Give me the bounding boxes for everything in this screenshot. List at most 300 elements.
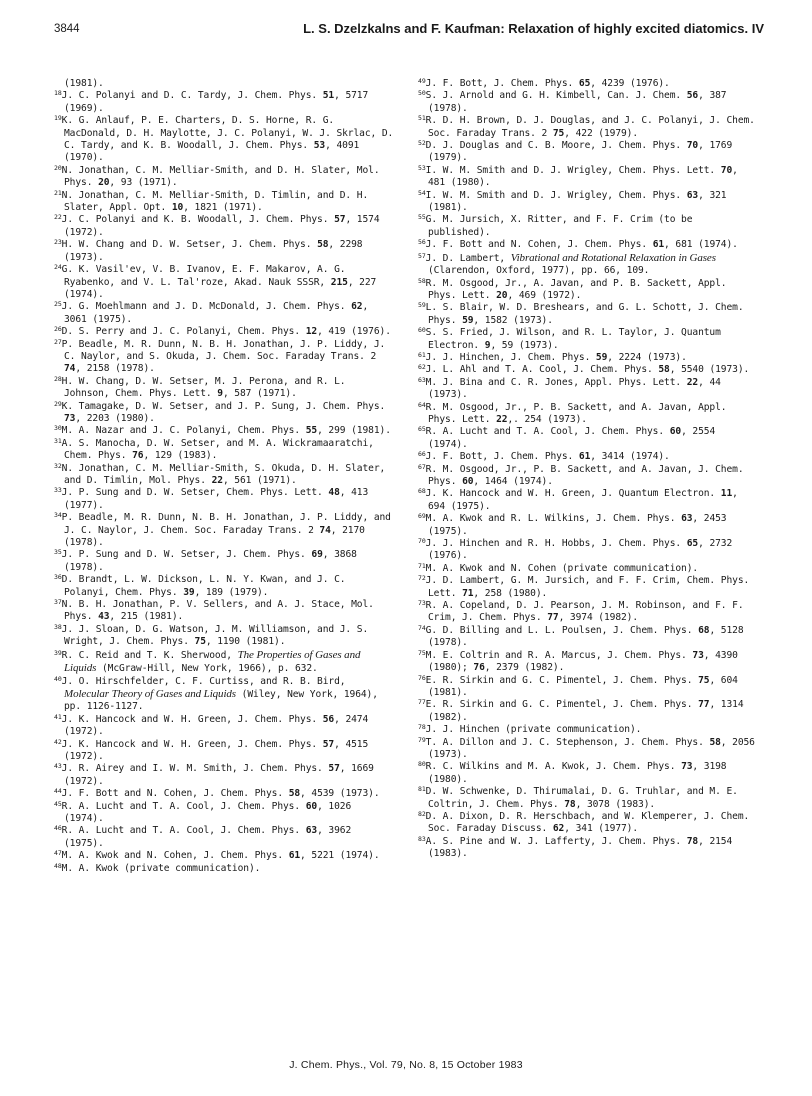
reference-text: , 321 (1981). bbox=[428, 189, 727, 214]
reference-entry bbox=[54, 549, 394, 574]
reference-text: , 299 (1981). bbox=[317, 425, 391, 437]
reference-number: 76 bbox=[418, 673, 426, 682]
reference-number: 64 bbox=[418, 400, 426, 409]
reference-number: 78 bbox=[418, 723, 426, 732]
reference-text: , 4091 (1970). bbox=[64, 140, 360, 164]
reference-text: , 189 (1979). bbox=[194, 586, 269, 598]
reference-text: , 4539 (1973). bbox=[300, 788, 380, 800]
volume-number: 76 bbox=[132, 450, 144, 462]
volume-number: 61 bbox=[288, 850, 301, 862]
reference-entry bbox=[418, 165, 758, 190]
reference-number: 23 bbox=[54, 238, 62, 247]
reference-text: J. F. Bott and N. Cohen, J. Chem. Phys. bbox=[61, 788, 289, 800]
reference-number: 38 bbox=[54, 622, 62, 631]
reference-number: 72 bbox=[418, 574, 426, 583]
reference-text: M. J. Bina and C. R. Jones, Appl. Phys. Lett. bbox=[425, 376, 687, 388]
book-title: Molecular Theory of Gases and Liquids bbox=[64, 687, 236, 700]
reference-number: 20 bbox=[54, 163, 62, 172]
reference-number: 37 bbox=[54, 598, 62, 607]
volume-number: 56 bbox=[686, 90, 699, 102]
volume-number: 75 bbox=[552, 127, 565, 139]
volume-number: 57 bbox=[328, 763, 340, 775]
volume-number: 78 bbox=[686, 835, 699, 847]
reference-number: 77 bbox=[418, 698, 426, 707]
reference-text: , 3974 (1982). bbox=[558, 612, 639, 624]
reference-entry bbox=[54, 763, 394, 788]
volume-number: 215 bbox=[330, 276, 348, 288]
reference-entry bbox=[418, 811, 758, 836]
reference-entry bbox=[54, 214, 394, 239]
volume-number: 71 bbox=[462, 587, 474, 599]
reference-number: 34 bbox=[54, 511, 62, 520]
reference-text: R. A. Lucht and T. A. Cool, J. Chem. Phys. bbox=[61, 800, 306, 812]
reference-entry bbox=[418, 575, 758, 600]
reference-text: , 2170 (1978). bbox=[64, 524, 365, 549]
reference-number: 70 bbox=[418, 537, 426, 546]
reference-entry bbox=[54, 425, 394, 437]
reference-text: , 2379 (1982). bbox=[484, 662, 565, 674]
reference-number: 79 bbox=[418, 735, 426, 744]
reference-number: 80 bbox=[418, 760, 426, 769]
volume-number: 58 bbox=[709, 736, 721, 748]
reference-entry bbox=[54, 90, 394, 115]
reference-entry bbox=[418, 563, 758, 575]
reference-number: 82 bbox=[418, 809, 426, 818]
reference-entry bbox=[418, 278, 758, 303]
reference-text: J. D. Lambert, bbox=[425, 252, 511, 264]
reference-number: 48 bbox=[54, 861, 62, 870]
reference-number: 71 bbox=[418, 561, 426, 570]
reference-text: R. D. H. Brown, D. J. Douglas, and J. C. Polanyi, J. Chem. Soc. Faraday Trans. 2 bbox=[425, 115, 755, 139]
reference-text: , 1582 (1973). bbox=[473, 314, 553, 326]
reference-entry bbox=[418, 402, 758, 427]
reference-entry bbox=[54, 264, 394, 301]
reference-entry bbox=[54, 239, 394, 264]
volume-number: 58 bbox=[288, 788, 301, 800]
reference-number: 29 bbox=[54, 399, 62, 408]
reference-text: , 3962 (1975). bbox=[64, 825, 352, 849]
volume-number: 73 bbox=[681, 761, 693, 773]
reference-text: , 2158 (1978). bbox=[75, 363, 155, 375]
reference-text: , 4515 (1972). bbox=[64, 738, 369, 762]
volume-number: 58 bbox=[317, 239, 329, 251]
reference-text: D. A. Dixon, D. R. Herschbach, and W. Klemperer, J. Chem. Soc. Faraday Discuss. bbox=[425, 810, 750, 835]
reference-text: R. C. Reid and T. K. Sherwood, bbox=[61, 649, 238, 661]
reference-text: , 227 (1974). bbox=[64, 276, 377, 300]
reference-text: , 5540 (1973). bbox=[669, 364, 750, 376]
reference-text: , 413 (1977). bbox=[64, 487, 369, 511]
volume-number: 62 bbox=[552, 823, 565, 835]
reference-entry bbox=[418, 426, 758, 451]
reference-text: J. P. Sung and D. W. Setser, Chem. Phys. Lett. bbox=[61, 487, 329, 499]
reference-number: 65 bbox=[418, 425, 426, 434]
reference-number: 58 bbox=[418, 276, 426, 285]
reference-entry bbox=[418, 600, 758, 625]
reference-entry bbox=[54, 463, 394, 488]
volume-number: 43 bbox=[98, 611, 110, 623]
reference-entry bbox=[418, 464, 758, 489]
reference-number: 32 bbox=[54, 461, 62, 470]
reference-entry bbox=[54, 574, 394, 599]
reference-continuation: (1981). bbox=[64, 78, 104, 89]
reference-number: 56 bbox=[418, 238, 426, 247]
reference-number: 33 bbox=[54, 486, 62, 495]
reference-text: (Wiley, New York, 1964), pp. 1126-1127. bbox=[64, 688, 378, 713]
volume-number: 20 bbox=[496, 289, 508, 301]
reference-entry bbox=[418, 190, 758, 215]
volume-number: 39 bbox=[183, 586, 195, 598]
reference-text: J. O. Hirschfelder, C. F. Curtiss, and R. B. Bird, bbox=[61, 675, 346, 687]
reference-number: 30 bbox=[54, 424, 62, 433]
reference-text: (McGraw-Hill, New York, 1966), p. 632. bbox=[96, 663, 318, 675]
reference-text: R. M. Osgood, Jr., P. B. Sackett, and A. Javan, Appl. Phys. Lett. bbox=[425, 401, 727, 425]
reference-number: 18 bbox=[54, 89, 62, 98]
volume-number: 51 bbox=[322, 90, 335, 102]
volume-number: 74 bbox=[64, 363, 76, 375]
reference-entry bbox=[54, 676, 394, 714]
reference-entry bbox=[54, 487, 394, 512]
volume-number: 63 bbox=[686, 189, 699, 201]
reference-text: J. F. Bott, J. Chem. Phys. bbox=[425, 451, 579, 463]
volume-number: 9 bbox=[484, 339, 491, 351]
reference-entry bbox=[418, 214, 758, 239]
reference-text: R. A. Lucht and T. A. Cool, J. Chem. Phys. bbox=[61, 825, 306, 837]
volume-number: 65 bbox=[686, 538, 699, 550]
reference-text: , 1821 (1971). bbox=[183, 202, 263, 214]
reference-text: M. A. Kwok and N. Cohen, J. Chem. Phys. bbox=[61, 850, 289, 862]
reference-entry bbox=[54, 850, 394, 862]
reference-entry bbox=[418, 538, 758, 563]
running-title: L. S. Dzelzkalns and F. Kaufman: Relaxation of highly excited diatomics. IV bbox=[303, 21, 764, 36]
reference-text: I. W. M. Smith and D. J. Wrigley, Chem. Phys. Lett. bbox=[425, 164, 721, 176]
book-title: The Properties of Gases and Liquids bbox=[64, 648, 361, 675]
reference-list-left-column bbox=[54, 78, 394, 875]
volume-number: 60 bbox=[305, 800, 318, 812]
reference-entry bbox=[418, 115, 758, 140]
volume-number: 63 bbox=[305, 825, 318, 837]
reference-number: 47 bbox=[54, 849, 62, 858]
reference-text: , 422 (1979). bbox=[564, 127, 639, 139]
volume-number: 77 bbox=[547, 612, 559, 624]
reference-text: J. D. Lambert, G. M. Jursich, and F. F. Crim, Chem. Phys. Lett. bbox=[425, 575, 750, 599]
reference-text: L. S. Blair, W. D. Breshears, and G. L. Schott, J. Chem. Phys. bbox=[425, 302, 744, 326]
reference-text: , 3198 (1980). bbox=[428, 761, 727, 785]
volume-number: 75 bbox=[194, 636, 206, 648]
volume-number: 74 bbox=[319, 524, 331, 536]
reference-text: D. W. Schwenke, D. Thirumalai, D. G. Truhlar, and M. E. Coltrin, J. Chem. Phys. bbox=[425, 786, 738, 810]
reference-entry bbox=[54, 301, 394, 326]
reference-entry bbox=[418, 761, 758, 786]
reference-entry bbox=[54, 165, 394, 190]
reference-text: R. M. Osgood, Jr., A. Javan, and P. B. Sackett, Appl. Phys. Lett. bbox=[425, 277, 727, 301]
reference-entry bbox=[54, 788, 394, 800]
volume-number: 22 bbox=[496, 413, 508, 425]
reference-text: (Clarendon, Oxford, 1977), pp. 66, 109. bbox=[428, 265, 650, 277]
reference-entry bbox=[418, 252, 758, 278]
reference-text: J. C. Polanyi and D. C. Tardy, J. Chem. Phys. bbox=[61, 90, 323, 102]
reference-number: 49 bbox=[418, 77, 426, 85]
reference-number: 73 bbox=[418, 599, 426, 608]
reference-text: , 3061 (1975). bbox=[64, 301, 369, 325]
reference-entry bbox=[54, 863, 394, 875]
reference-number: 24 bbox=[54, 263, 62, 272]
reference-entry bbox=[54, 401, 394, 426]
reference-text: , 4239 (1976). bbox=[590, 78, 670, 89]
page-number: 3844 bbox=[54, 23, 80, 35]
reference-text: I. W. M. Smith and D. J. Wrigley, Chem. Phys. bbox=[425, 189, 687, 201]
reference-text: G. M. Jursich, X. Ritter, and F. F. Crim (to be published). bbox=[425, 214, 693, 238]
volume-number: 9 bbox=[217, 388, 223, 400]
reference-text: M. A. Kwok (private communication). bbox=[61, 862, 261, 874]
reference-entry bbox=[54, 714, 394, 739]
reference-text: , 44 (1973). bbox=[428, 376, 721, 401]
volume-number: 12 bbox=[305, 326, 318, 338]
volume-number: 73 bbox=[64, 412, 76, 424]
volume-number: 22 bbox=[211, 475, 223, 486]
reference-text: S. S. Fried, J. Wilson, and R. L. Taylor, J. Quantum Electron. bbox=[425, 327, 721, 351]
reference-text: K. G. Anlauf, P. E. Charters, D. S. Horne, R. G. MacDonald, D. H. Maylotte, J. C. Polanyi, W. J. Skrlac, D. C. Tardy, and K. B. Woodall, J. Chem. Phys. bbox=[61, 115, 394, 152]
reference-text: , 694 (1975). bbox=[428, 488, 738, 512]
reference-text: J. P. Sung and D. W. Setser, J. Chem. Phys. bbox=[61, 549, 312, 561]
reference-text: P. Beadle, M. R. Dunn, N. B. H. Jonathan, J. P. Liddy, J. C. Naylor, and S. Okuda, J. Chem. Soc. Faraday Trans. 2 bbox=[61, 338, 386, 362]
reference-text: P. Beadle, M. R. Dunn, N. B. H. Jonathan, J. P. Liddy, and J. C. Naylor, J. Chem. Soc. Faraday Trans. 2 bbox=[61, 512, 391, 536]
reference-number: 31 bbox=[54, 436, 62, 445]
reference-entry bbox=[418, 327, 758, 352]
volume-number: 60 bbox=[669, 426, 682, 438]
reference-text: , 481 (1980). bbox=[428, 164, 738, 189]
reference-number: 59 bbox=[418, 301, 426, 310]
reference-text: R. A. Copeland, D. J. Pearson, J. M. Robinson, and F. F. Crim, J. Chem. Phys. bbox=[425, 600, 744, 624]
reference-text: , 2554 (1974). bbox=[428, 426, 716, 450]
reference-entry bbox=[418, 786, 758, 811]
reference-number: 62 bbox=[418, 363, 426, 372]
reference-number: 63 bbox=[418, 375, 426, 384]
reference-text: J. K. Hancock and W. H. Green, J. Chem. Phys. bbox=[61, 713, 323, 725]
reference-text: A. S. Manocha, D. W. Setser, and M. A. Wickramaaratchi, Chem. Phys. bbox=[61, 437, 374, 462]
reference-text: E. R. Sirkin and G. C. Pimentel, J. Chem. Phys. bbox=[425, 674, 699, 686]
volume-number: 48 bbox=[328, 487, 340, 499]
reference-entry bbox=[418, 239, 758, 251]
reference-text: K. Tamagake, D. W. Setser, and J. P. Sung, J. Chem. Phys. bbox=[61, 400, 386, 412]
reference-text: N. Jonathan, C. M. Melliar-Smith, and D. H. Slater, Mol. Phys. bbox=[61, 164, 380, 189]
reference-entry bbox=[418, 625, 758, 650]
reference-text: M. A. Nazar and J. C. Polanyi, Chem. Phys. bbox=[61, 425, 306, 437]
reference-list-right-column bbox=[418, 78, 758, 861]
reference-text: , 3868 (1978). bbox=[64, 549, 357, 573]
reference-entry bbox=[54, 326, 394, 338]
volume-number: 76 bbox=[473, 662, 485, 674]
reference-text: S. J. Arnold and G. H. Kimbell, Can. J. Chem. bbox=[425, 90, 687, 102]
reference-entry bbox=[418, 836, 758, 861]
reference-number: 55 bbox=[418, 213, 426, 222]
volume-number: 75 bbox=[698, 674, 710, 686]
reference-number: 36 bbox=[54, 573, 62, 582]
reference-text: R. C. Wilkins and M. A. Kwok, J. Chem. Phys. bbox=[425, 761, 682, 773]
reference-number: 50 bbox=[418, 89, 426, 98]
page-header bbox=[54, 21, 764, 45]
volume-number: 22 bbox=[686, 376, 699, 388]
reference-text: H. W. Chang, D. W. Setser, M. J. Perona, and R. L. Johnson, Chem. Phys. Lett. bbox=[61, 375, 346, 400]
reference-text: , 3078 (1983). bbox=[575, 798, 656, 810]
reference-entry bbox=[418, 699, 758, 724]
reference-text: A. S. Pine and W. J. Lafferty, J. Chem. Phys. bbox=[425, 835, 687, 847]
volume-number: 61 bbox=[652, 239, 665, 251]
volume-number: 55 bbox=[305, 425, 318, 437]
reference-entry bbox=[54, 190, 394, 215]
reference-text: , 215 (1981). bbox=[109, 611, 184, 623]
reference-text: N. B. H. Jonathan, P. V. Sellers, and A. J. Stace, Mol. Phys. bbox=[61, 599, 374, 623]
reference-text: M. A. Kwok and N. Cohen (private communication). bbox=[425, 562, 699, 574]
reference-number: 27 bbox=[54, 337, 62, 346]
reference-number: 39 bbox=[54, 648, 62, 657]
reference-text: , 5128 (1978). bbox=[428, 624, 744, 649]
volume-number: 63 bbox=[681, 513, 693, 525]
reference-number: 66 bbox=[418, 450, 426, 459]
reference-number: 67 bbox=[418, 462, 426, 471]
reference-text: D. J. Douglas and C. B. Moore, J. Chem. Phys. bbox=[425, 140, 687, 152]
reference-text: , 341 (1977). bbox=[564, 823, 639, 835]
volume-number: 65 bbox=[578, 78, 591, 89]
reference-text: N. Jonathan, C. M. Melliar-Smith, D. Timlin, and D. H. Slater, Appl. Opt. bbox=[61, 189, 369, 214]
reference-text: N. Jonathan, C. M. Melliar-Smith, S. Okuda, D. H. Slater, and D. Timlin, Mol. Phys. bbox=[61, 462, 386, 486]
reference-number: 42 bbox=[54, 737, 62, 746]
reference-number: 44 bbox=[54, 787, 62, 796]
reference-number: 51 bbox=[418, 114, 426, 123]
reference-text: , 681 (1974). bbox=[664, 239, 738, 251]
reference-number: 26 bbox=[54, 325, 62, 334]
reference-text: J. J. Hinchen, J. Chem. Phys. bbox=[425, 351, 596, 363]
reference-entry bbox=[54, 376, 394, 401]
reference-text: J. J. Hinchen (private communication). bbox=[425, 724, 642, 736]
reference-entry bbox=[54, 115, 394, 165]
reference-entry bbox=[54, 599, 394, 624]
reference-text: , 1574 (1972). bbox=[64, 214, 380, 238]
reference-text: , 2453 (1975). bbox=[428, 513, 727, 537]
reference-text: , 1769 (1979). bbox=[428, 140, 733, 164]
reference-text: J. J. Hinchen and R. H. Hobbs, J. Chem. Phys. bbox=[425, 538, 687, 550]
reference-text: R. M. Osgood, Jr., P. B. Sackett, and A. Javan, J. Chem. Phys. bbox=[425, 463, 744, 487]
reference-text: , 2298 (1973). bbox=[64, 239, 363, 263]
reference-text: , 5221 (1974). bbox=[300, 850, 380, 862]
book-title: Vibrational and Rotational Relaxation in Gases bbox=[510, 251, 716, 264]
reference-entry bbox=[418, 675, 758, 700]
volume-number: 60 bbox=[462, 476, 474, 487]
reference-text: J. J. Sloan, D. G. Watson, J. M. Williamson, and J. S. Wright, J. Chem. Phys. bbox=[61, 623, 369, 648]
reference-entry bbox=[54, 825, 394, 850]
reference-text: , 59 (1973). bbox=[490, 339, 559, 351]
reference-text: , 2474 (1972). bbox=[64, 713, 369, 738]
reference-text: , 1314 (1982). bbox=[428, 699, 744, 723]
volume-number: 69 bbox=[311, 549, 323, 561]
reference-text: J. C. Polanyi and K. B. Woodall, J. Chem. Phys. bbox=[61, 214, 335, 226]
journal-footer: J. Chem. Phys., Vol. 79, No. 8, 15 October 1983 bbox=[289, 1059, 523, 1071]
reference-text: J. F. Bott, J. Chem. Phys. bbox=[425, 78, 579, 89]
reference-text: D. Brandt, L. W. Dickson, L. N. Y. Kwan, and J. C. Polanyi, Chem. Phys. bbox=[61, 574, 346, 598]
reference-text: T. A. Dillon and J. C. Stephenson, J. Chem. Phys. bbox=[425, 736, 710, 748]
reference-number: 75 bbox=[418, 648, 426, 657]
volume-number: 10 bbox=[171, 202, 184, 214]
reference-number: 69 bbox=[418, 512, 426, 521]
volume-number: 73 bbox=[692, 649, 704, 661]
reference-text: G. D. Billing and L. L. Poulsen, J. Chem. Phys. bbox=[425, 624, 699, 636]
reference-entry bbox=[418, 451, 758, 463]
reference-entry bbox=[418, 513, 758, 538]
reference-number: 35 bbox=[54, 548, 62, 557]
reference-entry bbox=[54, 649, 394, 676]
volume-number: 58 bbox=[658, 364, 670, 376]
reference-text: J. K. Hancock and W. H. Green, J. Quantum Electron. bbox=[425, 488, 721, 500]
reference-number: 68 bbox=[418, 487, 426, 496]
reference-text: R. A. Lucht and T. A. Cool, J. Chem. Phys. bbox=[425, 426, 670, 438]
reference-number: 45 bbox=[54, 799, 62, 808]
reference-number: 54 bbox=[418, 188, 426, 197]
reference-text: , 1464 (1974). bbox=[473, 476, 553, 487]
reference-entry bbox=[418, 737, 758, 762]
reference-text: , 129 (1983). bbox=[143, 450, 218, 462]
reference-number: 41 bbox=[54, 712, 62, 721]
reference-text: , 604 (1981). bbox=[428, 674, 738, 698]
reference-entry bbox=[54, 438, 394, 463]
reference-text: , 5717 (1969). bbox=[64, 90, 369, 114]
reference-number: 81 bbox=[418, 785, 426, 794]
volume-number: 53 bbox=[313, 140, 326, 152]
reference-text: , 1669 (1972). bbox=[64, 763, 374, 787]
volume-number: 61 bbox=[578, 451, 591, 463]
volume-number: 62 bbox=[351, 301, 363, 313]
volume-number: 78 bbox=[564, 798, 576, 810]
reference-number: 21 bbox=[54, 188, 62, 197]
reference-entry bbox=[54, 739, 394, 764]
reference-text: , 2203 (1980). bbox=[75, 412, 155, 424]
reference-text: G. K. Vasil'ev, V. B. Ivanov, E. F. Makarov, A. G. Ryabenko, and V. L. Tal'roze, Akad. Nauk SSSR, bbox=[61, 264, 346, 288]
reference-entry bbox=[418, 352, 758, 364]
reference-number: 19 bbox=[54, 114, 62, 123]
reference-number: 28 bbox=[54, 374, 62, 383]
reference-text: E. R. Sirkin and G. C. Pimentel, J. Chem. Phys. bbox=[425, 699, 699, 711]
reference-text: , 1190 (1981). bbox=[205, 636, 286, 648]
reference-text: J. K. Hancock and W. H. Green, J. Chem. Phys. bbox=[61, 738, 323, 750]
reference-entry bbox=[418, 140, 758, 165]
reference-number: 40 bbox=[54, 674, 62, 683]
reference-entry bbox=[418, 724, 758, 736]
reference-entry bbox=[54, 624, 394, 649]
reference-text: , 587 (1971). bbox=[222, 388, 297, 400]
reference-number: 83 bbox=[418, 834, 426, 843]
reference-text: D. S. Perry and J. C. Polanyi, Chem. Phys. bbox=[61, 326, 306, 338]
reference-number: 74 bbox=[418, 623, 426, 632]
volume-number: 77 bbox=[698, 699, 710, 711]
reference-text: J. R. Airey and I. W. M. Smith, J. Chem. Phys. bbox=[61, 763, 329, 775]
reference-entry bbox=[54, 339, 394, 376]
reference-entry bbox=[418, 302, 758, 327]
volume-number: 11 bbox=[720, 488, 733, 500]
reference-entry bbox=[54, 512, 394, 549]
reference-text: , 2056 (1973). bbox=[428, 736, 755, 760]
reference-text: , 419 (1976). bbox=[317, 326, 391, 338]
reference-text: J. L. Ahl and T. A. Cool, J. Chem. Phys. bbox=[425, 364, 659, 376]
reference-number: 52 bbox=[418, 139, 426, 148]
reference-number: 46 bbox=[54, 824, 62, 833]
reference-text: , 2154 (1983). bbox=[428, 835, 733, 860]
reference-number: 61 bbox=[418, 350, 426, 359]
reference-entry bbox=[418, 488, 758, 513]
reference-text: ,. 254 (1973). bbox=[507, 413, 587, 425]
reference-text: , 3414 (1974). bbox=[590, 451, 670, 463]
volume-number: 57 bbox=[334, 214, 346, 226]
reference-text: H. W. Chang and D. W. Setser, J. Chem. Phys. bbox=[61, 239, 318, 251]
reference-text: J. F. Bott and N. Cohen, J. Chem. Phys. bbox=[425, 239, 653, 251]
volume-number: 70 bbox=[720, 164, 733, 176]
